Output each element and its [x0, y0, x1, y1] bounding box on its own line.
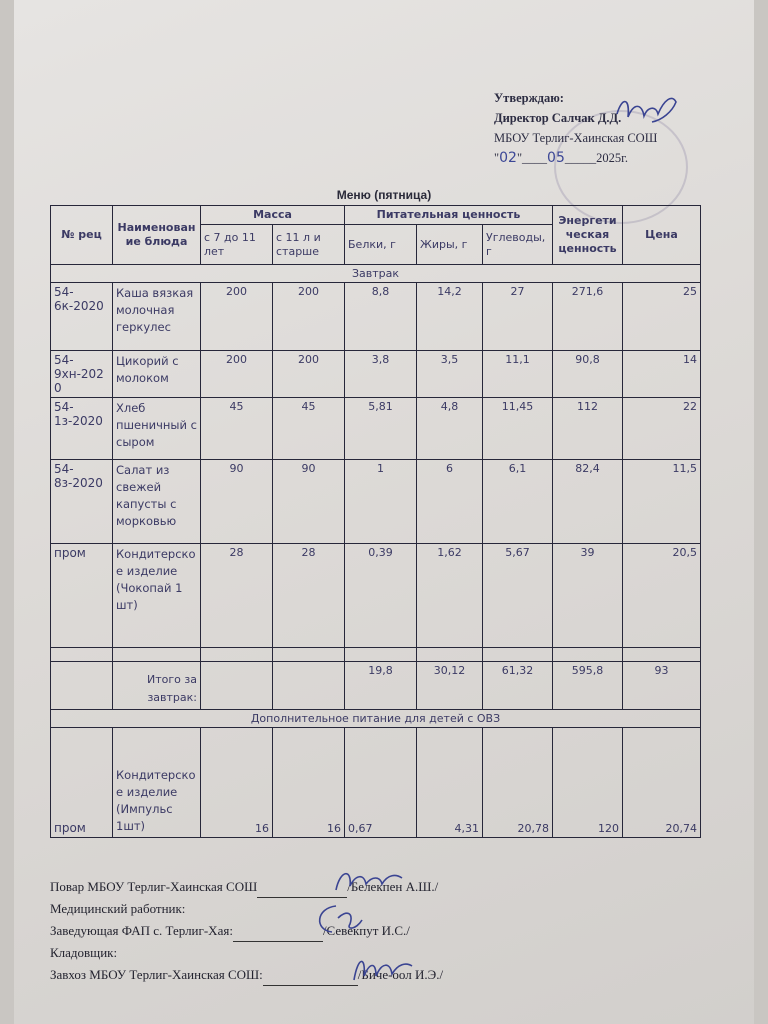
row-energy: 39 [553, 544, 623, 648]
header-mass: Масса [201, 206, 345, 225]
header-mass-11-plus: с 11 л и старше [273, 225, 345, 265]
row-fat: 3,5 [417, 351, 483, 398]
row-mass-1: 28 [201, 544, 273, 648]
zavhoz-signature [346, 950, 416, 988]
row-carbs: 11,1 [483, 351, 553, 398]
approval-title: Утверждаю: [494, 91, 564, 105]
row-carbs: 5,67 [483, 544, 553, 648]
approval-school: МБОУ Терлиг-Хаинская СОШ [494, 131, 658, 145]
row-price: 20,5 [623, 544, 701, 648]
zavhoz-name: /Биче-оол И.Э./ [357, 967, 444, 982]
row-price: 25 [623, 283, 701, 351]
header-name: Наименование блюда [113, 206, 201, 265]
row-mass-2: 45 [273, 398, 345, 460]
row-mass-1: 200 [201, 351, 273, 398]
approval-date-month: 05 [547, 150, 565, 166]
header-energy: Энергетическая ценность [553, 206, 623, 265]
row-protein: 0,39 [345, 544, 417, 648]
row-energy: 82,4 [553, 460, 623, 544]
row-mass-2: 200 [273, 351, 345, 398]
header-price: Цена [623, 206, 701, 265]
director-signature [612, 92, 682, 132]
row-fat: 1,62 [417, 544, 483, 648]
table-row-empty [51, 648, 701, 662]
fap-role: Заведующая ФАП с. Терлиг-Хая: [50, 923, 233, 938]
fap-line [50, 920, 443, 942]
row-carbs: 20,78 [483, 728, 553, 838]
row-dish: Каша вязкая молочная геркулес [113, 283, 201, 351]
row-dish: Кондитерское изделие (Чокопай 1 шт) [113, 544, 201, 648]
row-code: 54-1з-2020 [51, 398, 113, 460]
header-protein: Белки, г [345, 225, 417, 265]
section-breakfast: Завтрак [51, 265, 701, 283]
fap-signature [306, 900, 366, 940]
approval-director: Директор Салчак Д.Д. [494, 111, 622, 125]
row-energy: 271,6 [553, 283, 623, 351]
cook-signature [330, 864, 410, 898]
row-fat: 4,31 [417, 728, 483, 838]
row-price: 20,74 [623, 728, 701, 838]
total-fat: 30,12 [417, 662, 483, 710]
row-mass-1: 16 [201, 728, 273, 838]
total-label: Итого за завтрак: [113, 662, 201, 710]
total-protein: 19,8 [345, 662, 417, 710]
header-carbs: Углеводы, г [483, 225, 553, 265]
table-row [51, 283, 701, 351]
row-dish: Хлеб пшеничный с сыром [113, 398, 201, 460]
row-mass-2: 16 [273, 728, 345, 838]
row-code: пром [51, 544, 113, 648]
approval-date: "02"____05_____2025г. [494, 150, 628, 166]
row-code: 54-8з-2020 [51, 460, 113, 544]
total-row [51, 662, 701, 710]
fap-name: /Севекпут И.С./ [322, 923, 410, 938]
table-row [51, 398, 701, 460]
row-code: 54-9хн-2020 [51, 351, 113, 398]
row-fat: 6 [417, 460, 483, 544]
row-protein: 1 [345, 460, 417, 544]
cook-role: Повар МБОУ Терлиг-Хаинская СОШ [50, 879, 258, 894]
row-mass-2: 200 [273, 283, 345, 351]
row-mass-2: 28 [273, 544, 345, 648]
row-price: 11,5 [623, 460, 701, 544]
row-mass-2: 90 [273, 460, 345, 544]
total-price: 93 [623, 662, 701, 710]
table-row [51, 460, 701, 544]
row-carbs: 11,45 [483, 398, 553, 460]
total-carbs: 61,32 [483, 662, 553, 710]
approval-date-year: 2025г. [596, 151, 628, 165]
total-energy: 595,8 [553, 662, 623, 710]
menu-table [50, 205, 701, 838]
row-carbs: 6,1 [483, 460, 553, 544]
row-protein: 8,8 [345, 283, 417, 351]
menu-title: Меню (пятница) [336, 188, 432, 202]
row-dish: Салат из свежей капусты с морковью [113, 460, 201, 544]
row-protein: 0,67 [345, 728, 417, 838]
row-fat: 4,8 [417, 398, 483, 460]
row-price: 22 [623, 398, 701, 460]
table-row [51, 544, 701, 648]
document-page [14, 0, 754, 1024]
header-mass-7-11: с 7 до 11 лет [201, 225, 273, 265]
row-energy: 90,8 [553, 351, 623, 398]
zavhoz-role: Завхоз МБОУ Терлиг-Хаинская СОШ: [50, 967, 263, 982]
row-protein: 5,81 [345, 398, 417, 460]
row-energy: 112 [553, 398, 623, 460]
row-carbs: 27 [483, 283, 553, 351]
table-row [51, 728, 701, 838]
header-nutrition: Питательная ценность [345, 206, 553, 225]
medic-role: Медицинский работник: [50, 901, 186, 916]
row-protein: 3,8 [345, 351, 417, 398]
header-num: № рец [51, 206, 113, 265]
cook-name: /Белекпен А.Ш./ [347, 879, 439, 894]
header-fat: Жиры, г [417, 225, 483, 265]
store-role: Кладовщик: [50, 945, 118, 960]
row-dish: Кондитерское изделие (Импульс 1шт) [113, 728, 201, 838]
row-price: 14 [623, 351, 701, 398]
row-energy: 120 [553, 728, 623, 838]
row-code: пром [51, 728, 113, 838]
row-dish: Цикорий с молоком [113, 351, 201, 398]
row-mass-1: 45 [201, 398, 273, 460]
row-mass-1: 200 [201, 283, 273, 351]
approval-date-day: 02 [499, 150, 517, 166]
table-row [51, 351, 701, 398]
section-extra: Дополнительное питание для детей с ОВЗ [51, 710, 701, 728]
row-code: 54-6к-2020 [51, 283, 113, 351]
row-mass-1: 90 [201, 460, 273, 544]
row-fat: 14,2 [417, 283, 483, 351]
